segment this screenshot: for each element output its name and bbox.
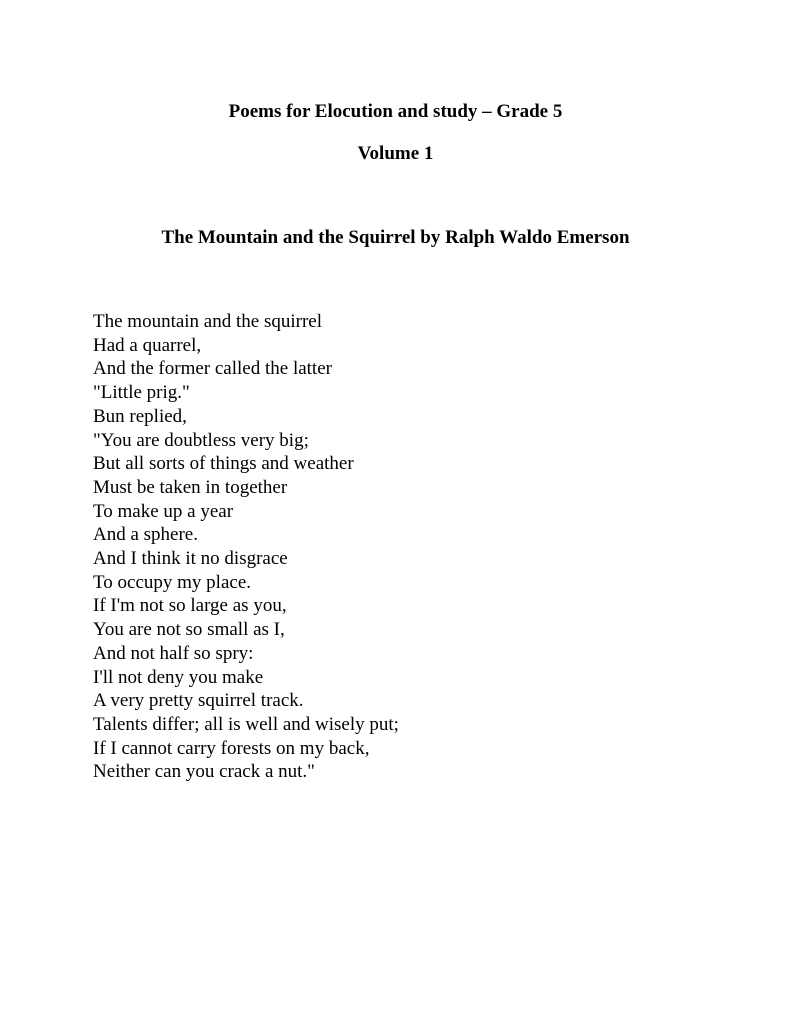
poem-line: Had a quarrel, xyxy=(93,334,202,356)
poem-line: But all sorts of things and weather xyxy=(93,453,354,475)
poem-line: If I'm not so large as you, xyxy=(93,595,287,617)
poem-line: And a sphere. xyxy=(93,524,198,546)
poem-line: To make up a year xyxy=(93,500,234,522)
poem-line: A very pretty squirrel track. xyxy=(93,690,304,712)
poem-title: The Mountain and the Squirrel by Ralph Waldo Emerson xyxy=(161,227,630,248)
poem-line: If I cannot carry forests on my back, xyxy=(93,737,370,759)
poem-line: And the former called the latter xyxy=(93,358,332,380)
volume-heading: Volume 1 xyxy=(357,143,434,164)
poem-line: "Little prig." xyxy=(93,382,190,404)
poem-line: And not half so spry: xyxy=(93,642,254,664)
poem-line: I'll not deny you make xyxy=(93,666,264,688)
poem-line: Must be taken in together xyxy=(93,476,288,498)
poem-body xyxy=(93,310,713,784)
poem-line: The mountain and the squirrel xyxy=(93,311,322,332)
poem-line: Bun replied, xyxy=(93,405,187,427)
poem-line: Neither can you crack a nut." xyxy=(93,761,315,783)
poem-line: "You are doubtless very big; xyxy=(93,429,309,451)
document-title: Poems for Elocution and study – Grade 5 xyxy=(228,101,563,122)
poem-line: You are not so small as I, xyxy=(93,619,285,641)
poem-line: To occupy my place. xyxy=(93,571,252,593)
poem-line: And I think it no disgrace xyxy=(93,548,288,570)
poem-line: Talents differ; all is well and wisely put; xyxy=(93,713,399,735)
